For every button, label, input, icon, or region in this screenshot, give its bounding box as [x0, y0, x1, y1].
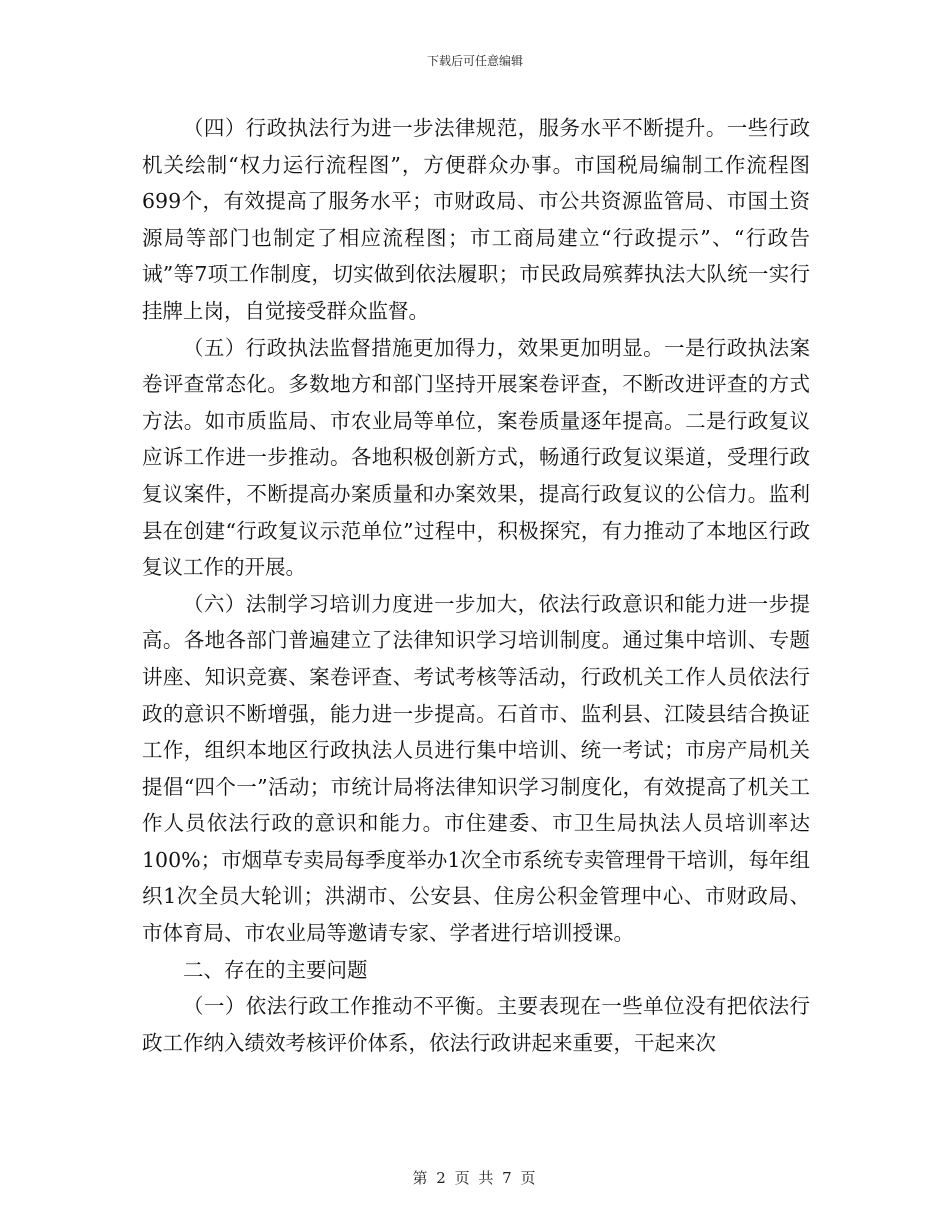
page-header: 下载后可任意编辑	[426, 54, 523, 68]
page-footer: 第 2 页 共 7 页	[412, 1169, 538, 1187]
section-heading: 二、存在的主要问题	[183, 957, 368, 982]
paragraph-4: （四）行政执法行为进一步法律规范，服务水平不断提升。一些行政机关绘制“权力运行流程图”，方便群众办事。市国税局编制工作流程图699个，有效提高了服务水平；市财政局、市公共资源监管局、市国土资源局等部门也制定了相应流程图；市工商局建立“行政提示”、“行政告诫”等7项工作制度，切实做到依法履职；市民政局殡葬执法大队统一实行挂牌上岗，自觉接受群众监督。	[142, 116, 810, 323]
paragraph-6: （六）法制学习培训力度进一步加大，依法行政意识和能力进一步提高。各地各部门普遍建立了法律知识学习培训制度。通过集中培训、专题讲座、知识竞赛、案卷评查、考试考核等活动，行政机关工作人员依法行政的意识不断增强，能力进一步提高。石首市、监利县、江陵县结合换证工作，组织本地区行政执法人员进行集中培训、统一考试；市房产局机关提倡“四个一”活动；市统计局将法律知识学习制度化，有效提高了机关工作人员依法行政的意识和能力。市住建委、市卫生局执法人员培训率达100%；市烟草专卖局每季度举办1次全市系统专卖管理骨干培训，每年组织1次全员大轮训；洪湖市、公安县、住房公积金管理中心、市财政局、市体育局、市农业局等邀请专家、学者进行培训授课。	[142, 591, 810, 946]
document-body	[142, 110, 810, 1061]
paragraph-5: （五）行政执法监督措施更加得力，效果更加明显。一是行政执法案卷评查常态化。多数地方和部门坚持开展案卷评查，不断改进评查的方式方法。如市质监局、市农业局等单位，案卷质量逐年提高。二是行政复议应诉工作进一步推动。各地积极创新方式，畅通行政复议渠道，受理行政复议案件，不断提高办案质量和办案效果，提高行政复议的公信力。监利县在创建“行政复议示范单位”过程中，积极探究，有力推动了本地区行政复议工作的开展。	[142, 335, 810, 580]
paragraph-problem-1: （一）依法行政工作推动不平衡。主要表现在一些单位没有把依法行政工作纳入绩效考核评价体系，依法行政讲起来重要，干起来次	[142, 994, 810, 1055]
